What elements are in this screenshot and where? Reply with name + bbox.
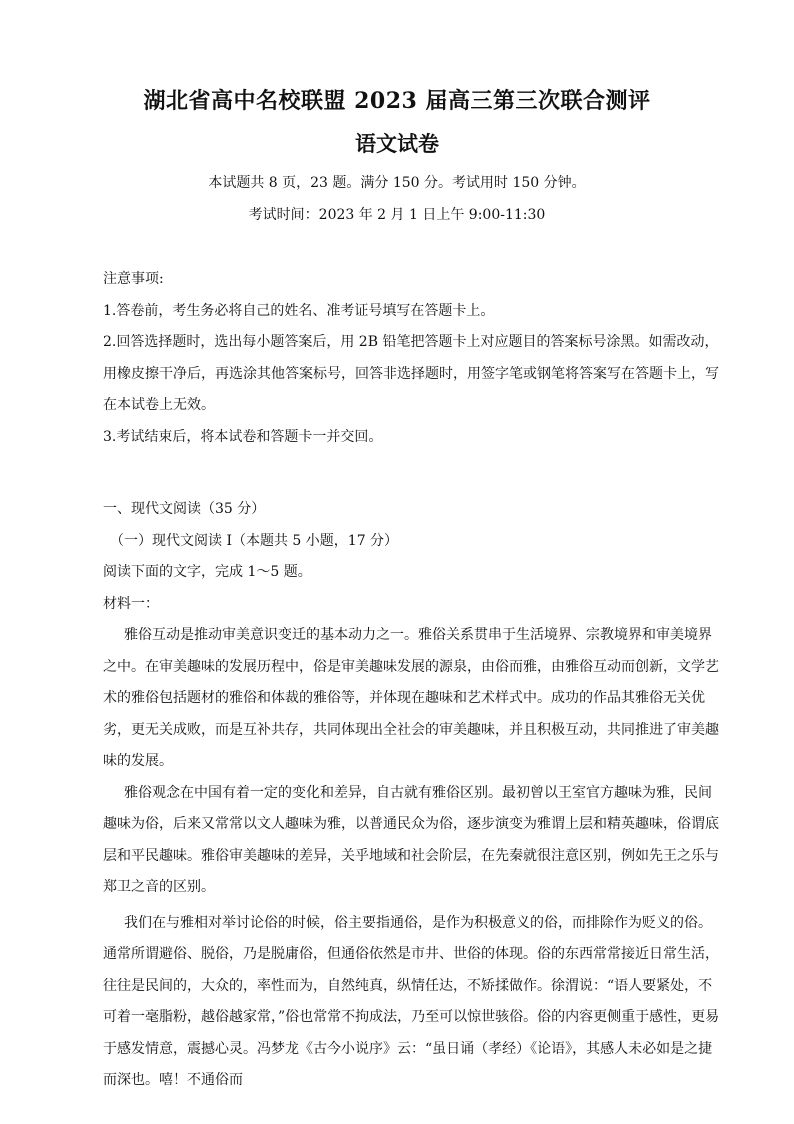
instruction-text: 阅读下面的文字，完成 1～5 题。 <box>103 564 312 580</box>
exam-info-line: 本试题共 8 页，23 题。满分 150 分。考试用时 150 分钟。 <box>208 175 586 191</box>
exam-time-line: 考试时间：2023 年 2 月 1 日上午 9:00-11:30 <box>248 207 546 223</box>
body-paragraph: 我们在与雅相对举讨论俗的时候，俗主要指通俗，是作为积极意义的俗，而排除作为贬义的俗。通常所谓避俗、脱俗，乃是脱庸俗，但通俗依然是市井、世俗的体现。俗的东西常常接近日常生活，往往是民间的，大众的，率性而为，自然纯真，纵情任达，不矫揉做作。徐渭说：“语人要紧处，不可着一毫脂粉，越俗越家常，”俗也常常不拘成法，乃至可以惊世骇俗。俗的内容更侧重于感性，更易于感发情意，震撼心灵。冯梦龙《古今小说序》云：“虽日诵（孝经）《论语》，其感人未必如是之捷而深也。嘻！不通俗而 <box>103 914 720 1088</box>
notice-item: 3.考试结束后，将本试卷和答题卡一并交回。 <box>103 428 383 445</box>
subsection-heading: （一）现代文阅读 I（本题共 5 小题，17 分） <box>110 532 399 549</box>
exam-subtitle: 语文试卷 <box>355 131 439 156</box>
section-heading: 一、现代文阅读（35 分） <box>103 501 266 517</box>
notice-block <box>103 264 721 453</box>
material-label: 材料一： <box>103 595 159 612</box>
body-paragraph: 雅俗互动是推动审美意识变迁的基本动力之一。雅俗关系贯串于生活境界、宗教境界和审美境界之中。在审美趣味的发展历程中，俗是审美趣味发展的源泉，由俗而雅，由雅俗互动而创新，文学艺术的雅俗包括题材的雅俗和体裁的雅俗等，并体现在趣味和艺术样式中。成功的作品其雅俗无关优劣，更无关成败，而是互补共存，共同体现出全社会的审美趣味，并且积极互动，共同推进了审美趣味的发展。 <box>103 627 719 769</box>
notice-heading: 注意事项: <box>103 271 164 287</box>
notice-item: 2.回答选择题时，选出每小题答案后，用 2B 铅笔把答题卡上对应题目的答案标号涂黑。如需改动，用橡皮擦干净后，再选涂其他答案标号，回答非选择题时，用签字笔或钢笔将答案写在答题卡上，写在本试卷上无效。 <box>103 334 719 413</box>
notice-item: 1.答卷前，考生务必将自己的姓名、准考证号填写在答题卡上。 <box>103 302 495 319</box>
body-paragraph: 雅俗观念在中国有着一定的变化和差异，自古就有雅俗区别。最初曾以王室官方趣味为雅，民间趣味为俗，后来又常常以文人趣味为雅，以普通民众为俗，逐步演变为雅谓上层和精英趣味，俗谓底层和平民趣味。雅俗审美趣味的差异，关乎地域和社会阶层，在先秦就很注意区别，例如先王之乐与郑卫之音的区别。 <box>103 784 719 895</box>
exam-title: 湖北省高中名校联盟 2023 届高三第三次联合测评 <box>143 88 651 114</box>
reading-section <box>103 494 721 1097</box>
